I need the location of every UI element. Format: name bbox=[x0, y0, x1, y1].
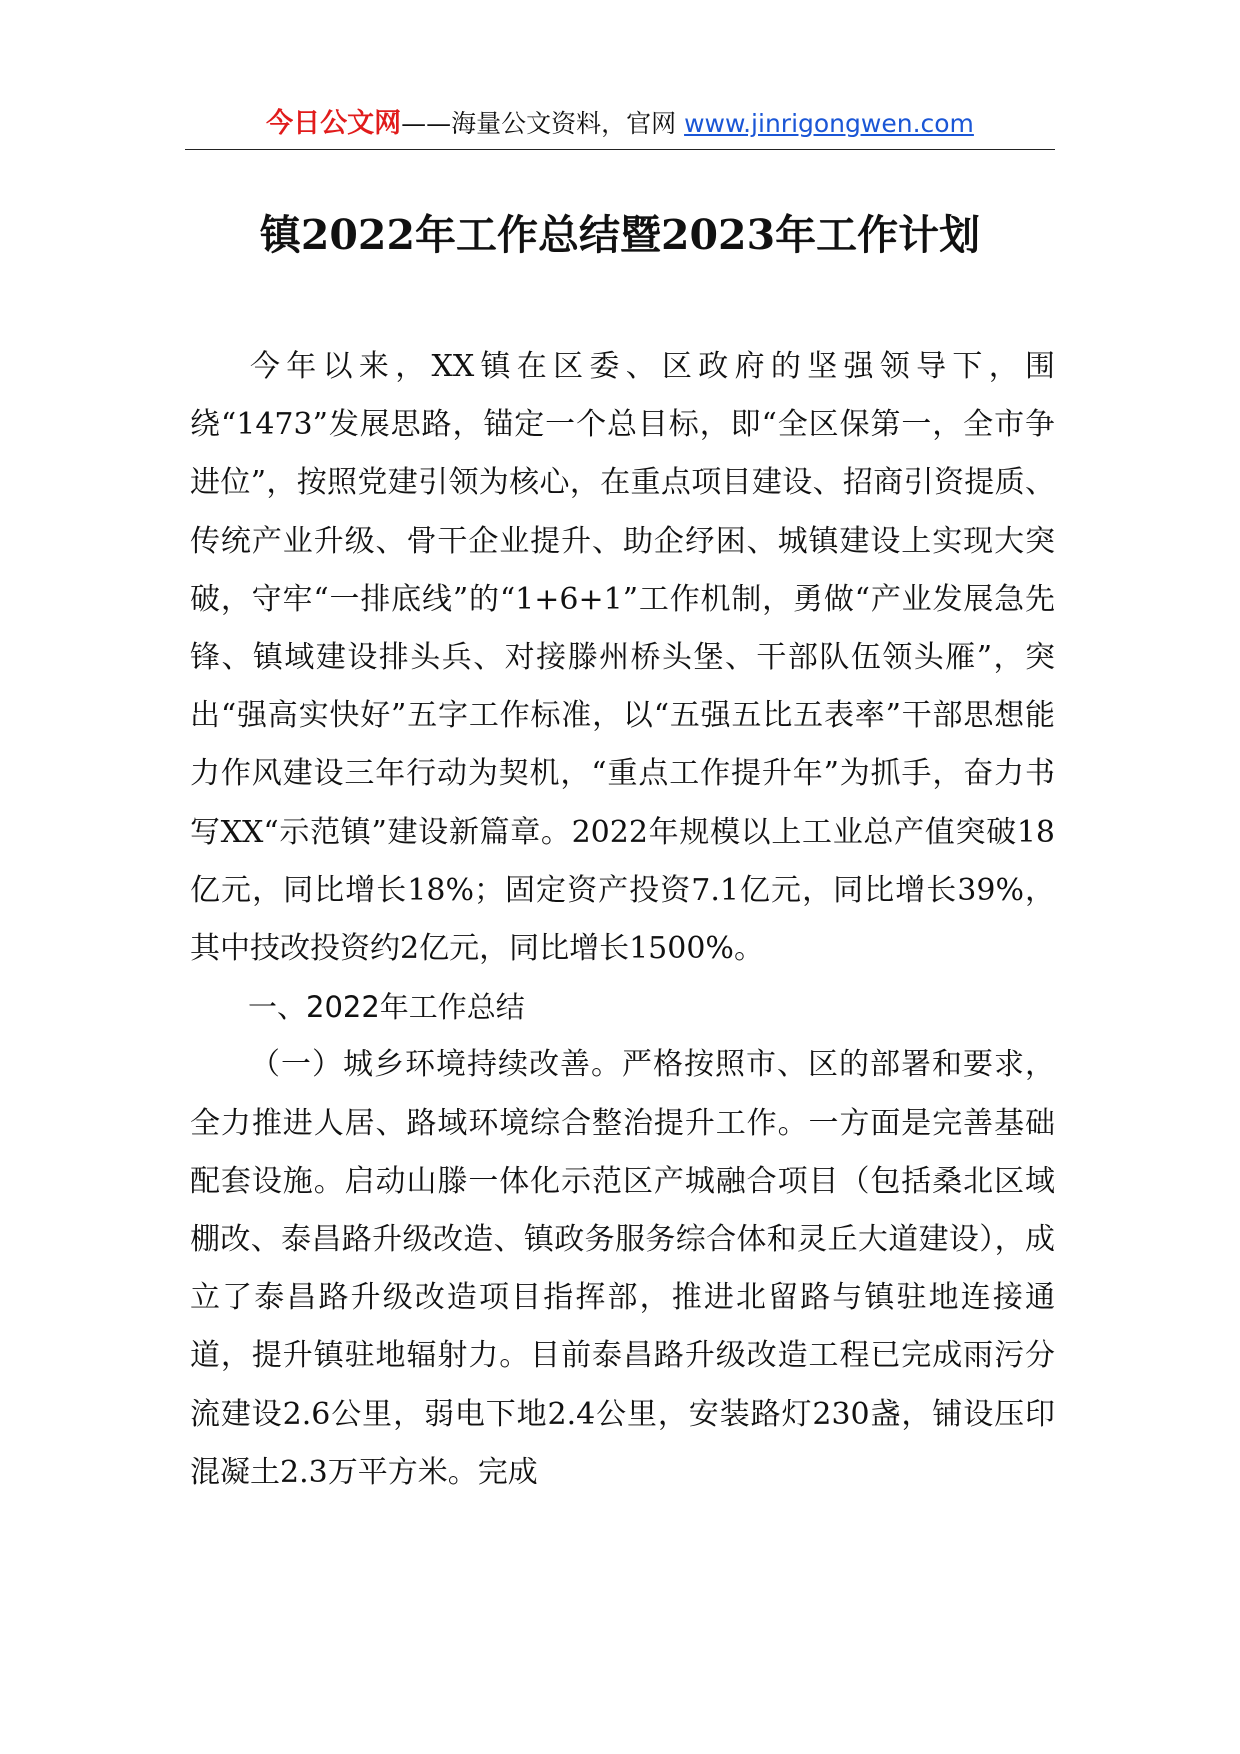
intro-paragraph: 今年以来，XX镇在区委、区政府的坚强领导下，围绕“1473”发展思路，锚定一个总目标，即“全区保第一，全市争进位”，按照党建引领为核心，在重点项目建设、招商引资提质、传统产业升级、骨干企业提升、助企纾困、城镇建设上实现大突破，守牢“一排底线”的“1+6+1”工作机制，勇做“产业发展急先锋、镇域建设排头兵、对接滕州桥头堡、干部队伍领头雁”，突出“强高实快好”五字工作标准，以“五强五比五表率”干部思想能力作风建设三年行动为契机，“重点工作提升年”为抓手，奋力书写XX“示范镇”建设新篇章。2022年规模以上工业总产值突破18亿元，同比增长18%；固定资产投资7.1亿元，同比增长39%，其中技改投资约2亿元，同比增长1500%。 bbox=[190, 349, 1055, 967]
site-url-link[interactable]: www.jinrigongwen.com bbox=[684, 109, 974, 138]
body-paragraph: （一）城乡环境持续改善。严格按照市、区的部署和要求，全力推进人居、路域环境综合整治提升工作。一方面是完善基础配套设施。启动山滕一体化示范区产城融合项目（包括桑北区域棚改、泰昌路升级改造、镇政务服务综合体和灵丘大道建设），成立了泰昌路升级改造项目指挥部，推进北留路与镇驻地连接通道，提升镇驻地辐射力。目前泰昌路升级改造工程已完成雨污分流建设2.6公里，弱电下地2.4公里，安装路灯230盏，铺设压印混凝土2.3万平方米。完成 bbox=[190, 1047, 1055, 1490]
page-header bbox=[185, 104, 1055, 150]
section-heading: 一、2022年工作总结 bbox=[248, 990, 525, 1025]
site-brand: 今日公文网 bbox=[266, 108, 402, 139]
header-divider bbox=[185, 149, 1055, 150]
site-tagline: ——海量公文资料，官网 bbox=[401, 109, 677, 138]
document-body bbox=[190, 338, 1055, 1502]
document-title: 镇2022年工作总结暨2023年工作计划 bbox=[259, 211, 981, 259]
